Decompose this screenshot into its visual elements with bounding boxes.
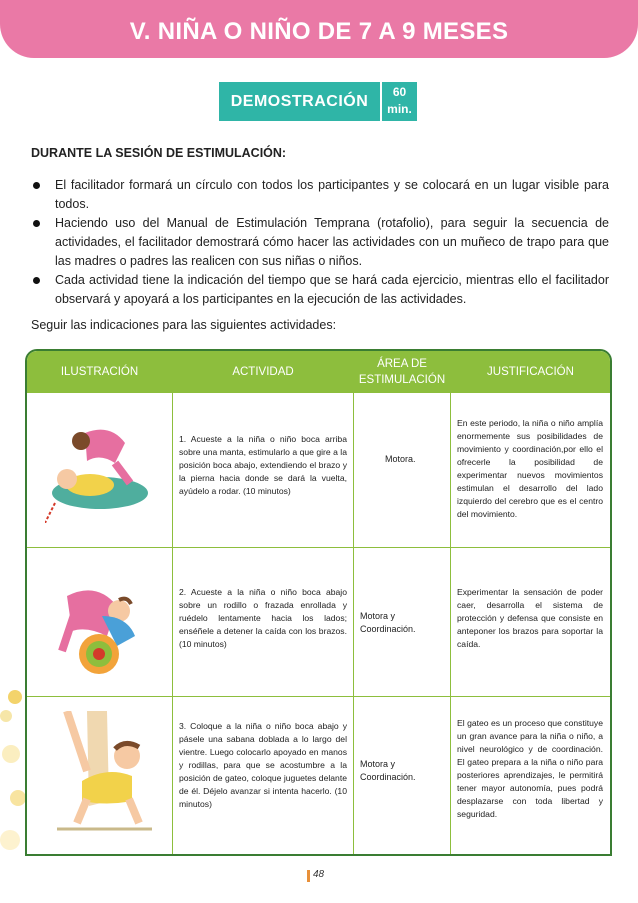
justification-text-1: En este periodo, la niña o niño amplía enormemente sus posibilidades de movimiento y coordinación,por ello el ofrecerle la posibilidad de experimentar nuevos movimientos estimulan el desarrollo del lado izquierdo del cerebro que es el centro del movimiento. (457, 418, 603, 519)
page-title: V. NIÑA O NIÑO DE 7 A 9 MESES (129, 18, 509, 45)
header-area-line2: ESTIMULACIÓN (358, 374, 446, 386)
decorative-dot (10, 790, 26, 806)
bullet-icon (33, 182, 40, 189)
demo-time-badge (382, 82, 417, 121)
row-divider (27, 696, 610, 697)
time-unit: min. (387, 102, 412, 116)
area-text-2: Motora y Coordinación. (360, 611, 416, 634)
decorative-dot (2, 745, 20, 763)
baby-rolling-illustration (45, 423, 155, 523)
area-text-1: Motora. (385, 454, 416, 464)
bullet-text: Haciendo uso del Manual de Estimulación Temprana (rotafolio), para seguir la secuencia de actividades, el facilitador demostrará cómo hacer las actividades con un muñeco de trapo para que las madres o padres las realicen con sus niñas o niños. (55, 216, 609, 268)
header-area (354, 351, 450, 393)
bullet-text: Cada actividad tiene la indicación del tiempo que se hará cada ejercicio, mientras ello el facilitador observará y apoyará a los participantes en la ejecución de las actividades. (55, 273, 609, 306)
decorative-dot (0, 710, 12, 722)
activity-text-1: 1. Acueste a la niña o niño boca arriba sobre una manta, estimularlo a que gire a la posición boca abajo, extendiendo el brazo y la pierna hacia donde se dará la vuelta, ayúdelo a rodar. (10 minutos) (179, 434, 347, 496)
list-item (31, 214, 609, 271)
baby-crawling-illustration (47, 711, 162, 841)
list-item (31, 176, 609, 214)
bullet-icon (33, 220, 40, 227)
column-divider (450, 351, 451, 854)
decorative-dot (8, 690, 22, 704)
column-divider (353, 351, 354, 854)
baby-roller-illustration (57, 576, 157, 686)
column-divider (172, 351, 173, 854)
page-number-marker (307, 870, 310, 882)
header-area-line1: ÁREA DE (377, 358, 427, 370)
row-divider (27, 547, 610, 548)
activity-table (25, 349, 612, 856)
section-heading: DURANTE LA SESIÓN DE ESTIMULACIÓN: (31, 146, 287, 160)
bullet-icon (33, 277, 40, 284)
bullet-list (31, 176, 609, 309)
time-value: 60 (392, 85, 407, 99)
area-text-3: Motora y Coordinación. (360, 759, 416, 782)
activity-text-2: 2. Acueste a la niña o niño boca abajo sobre un rodillo o frazada enrollada y ruédelo lentamente hacia los lados; enséñele a detener la caída con los brazos. (10 minutos) (179, 587, 347, 649)
decorative-dot (0, 830, 20, 850)
header-illustration: ILUSTRACIÓN (60, 366, 139, 378)
followup-text: Seguir las indicaciones para las siguientes actividades: (31, 318, 337, 332)
demo-label-badge: DEMOSTRACIÓN (219, 82, 380, 121)
bullet-text: El facilitador formará un círculo con todos los participantes y se colocará en un lugar visible para todos. (55, 178, 609, 211)
justification-text-3: El gateo es un proceso que constituye un gran avance para la niña o niño, a nivel neurológico y de coordinación. El gateo prepara a la niña o niño para posteriores aprendizajes, le permitirá tener mayor autonomía, pues podrá desplazarse con toda libertad y seguridad. (457, 718, 603, 819)
header-justification: JUSTIFICACIÓN (487, 366, 574, 378)
header-activity: ACTIVIDAD (232, 366, 294, 378)
list-item (31, 271, 609, 309)
page-number: 48 (313, 869, 325, 880)
justification-text-2: Experimentar la sensación de poder caer, desarrolla el sistema de protección y defensa que consiste en anteponer los brazos para soportar la caída. (457, 587, 603, 649)
activity-text-3: 3. Coloque a la niña o niño boca abajo y pásele una sabana doblada a lo largo del vientre. Luego colocarlo apoyado en manos y rodillas, para que se acostumbre a la posición de gateo, coloque juguetes delante de él. Déjelo avanzar si intenta hacerlo. (10 minutos) (179, 721, 347, 809)
